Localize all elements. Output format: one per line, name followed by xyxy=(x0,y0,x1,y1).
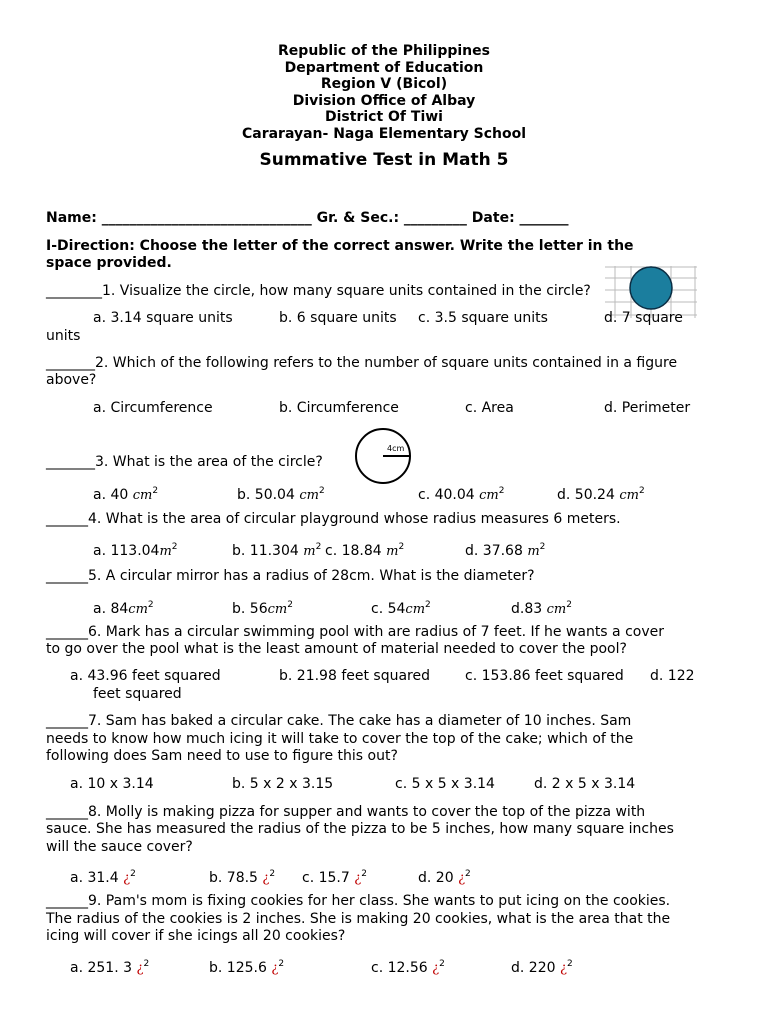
q3-unit-a: cm xyxy=(132,488,153,503)
q3-choice-c xyxy=(418,483,504,504)
question-7-stem-3: following does Sam need to use to figure this out? xyxy=(46,748,398,764)
q4-choice-b-text: b. 11.304 xyxy=(232,543,304,559)
q9-unit-c: ¿ xyxy=(432,961,440,976)
q9-choice-a xyxy=(70,956,149,977)
q3-exp-c: 2 xyxy=(498,486,505,496)
question-4-stem: ______4. What is the area of circular playground whose radius measures 6 meters. xyxy=(46,511,621,527)
q8-choice-c-text: c. 15.7 xyxy=(302,870,355,886)
q5-choice-b xyxy=(232,597,293,618)
header-line-2: Department of Education xyxy=(284,59,484,76)
q4-choice-d xyxy=(465,539,545,560)
q9-choice-a-text: a. 251. 3 xyxy=(70,960,137,976)
q7-choice-a: a. 10 x 3.14 xyxy=(70,776,154,792)
q9-choice-b xyxy=(209,956,284,977)
q1-choice-c: c. 3.5 square units xyxy=(418,310,548,326)
q9-unit-a: ¿ xyxy=(136,961,144,976)
q4-exp-c: 2 xyxy=(398,542,405,552)
q8-exp-c: 2 xyxy=(361,869,367,879)
q9-exp-a: 2 xyxy=(143,959,150,969)
q8-choice-b-text: b. 78.5 xyxy=(209,870,263,886)
q2-choice-b: b. Circumference xyxy=(279,400,399,416)
q9-exp-d: 2 xyxy=(566,959,573,969)
question-2-stem-2: above? xyxy=(46,372,97,388)
question-7-stem-2: needs to know how much icing it will take to cover the top of the cake; which of the xyxy=(46,731,634,747)
q1-choice-a: a. 3.14 square units xyxy=(93,310,233,326)
q6-choice-d-wrap: feet squared xyxy=(93,686,182,702)
q4-unit-a: m xyxy=(159,544,172,559)
q3-choice-d xyxy=(557,483,645,504)
q8-unit-b: ¿ xyxy=(262,871,270,886)
q3-unit-b: cm xyxy=(299,488,319,503)
q3-choice-b xyxy=(237,483,325,504)
q9-choice-c xyxy=(371,956,445,977)
q3-choice-a-text: a. 40 xyxy=(93,487,133,503)
q6-choice-b: b. 21.98 feet squared xyxy=(279,668,430,684)
q4-choice-c xyxy=(325,539,404,560)
q5-exp-d: 2 xyxy=(566,600,572,610)
q9-exp-b: 2 xyxy=(278,959,285,969)
q9-exp-c: 2 xyxy=(439,959,445,969)
q8-choice-d xyxy=(418,866,471,887)
q4-unit-c: m xyxy=(386,544,399,559)
q4-choice-c-text: c. 18.84 xyxy=(325,543,387,559)
question-2-stem-1: _______2. Which of the following refers to the number of square units contained in a figure xyxy=(46,355,678,371)
question-9-stem-2: The radius of the cookies is 2 inches. She is making 20 cookies, what is the area that the xyxy=(46,911,671,927)
q9-choice-b-text: b. 125.6 xyxy=(209,960,272,976)
question-1-stem: ________1. Visualize the circle, how many square units contained in the circle? xyxy=(46,283,591,299)
q4-unit-d: m xyxy=(527,544,540,559)
q3-choice-a xyxy=(93,483,158,504)
q5-unit-a: cm xyxy=(128,602,148,617)
q9-choice-d-text: d. 220 xyxy=(511,960,560,976)
q5-exp-a: 2 xyxy=(147,600,154,610)
question-8-stem-2: sauce. She has measured the radius of the pizza to be 5 inches, how many square inches xyxy=(46,821,674,837)
q3-exp-a: 2 xyxy=(152,486,159,496)
q2-choice-c: c. Area xyxy=(465,400,514,416)
q9-unit-d: ¿ xyxy=(559,961,567,976)
q7-choice-d: d. 2 x 5 x 3.14 xyxy=(534,776,636,792)
q5-unit-b: cm xyxy=(267,602,288,617)
q1-choice-b: b. 6 square units xyxy=(279,310,397,326)
q8-choice-c xyxy=(302,866,367,887)
q7-choice-c: c. 5 x 5 x 3.14 xyxy=(395,776,495,792)
q8-exp-a: 2 xyxy=(130,869,136,879)
q8-choice-b xyxy=(209,866,275,887)
header-line-3: Region V (Bicol) xyxy=(320,76,448,92)
q8-unit-a: ¿ xyxy=(123,871,131,886)
question-7-stem-1: ______7. Sam has baked a circular cake. The cake has a diameter of 10 inches. Sam xyxy=(46,713,632,729)
q3-choice-d-text: d. 50.24 xyxy=(557,487,620,503)
radius-label: 4cm xyxy=(387,444,405,453)
q6-choice-d: d. 122 xyxy=(650,668,695,684)
q4-choice-a-text: a. 113.04 xyxy=(93,543,160,559)
q6-choice-a: a. 43.96 feet squared xyxy=(70,668,221,684)
header-line-6: Cararayan- Naga Elementary School xyxy=(241,125,527,142)
q8-choice-a xyxy=(70,866,136,887)
q5-unit-d: cm xyxy=(546,602,567,617)
q5-choice-b-text: b. 56 xyxy=(232,601,268,617)
q6-choice-c: c. 153.86 feet squared xyxy=(465,668,624,684)
q8-unit-d: ¿ xyxy=(458,871,466,886)
q4-exp-d: 2 xyxy=(539,542,546,552)
q3-choice-c-text: c. 40.04 xyxy=(418,487,480,503)
q4-choice-a xyxy=(93,539,178,560)
q5-choice-a xyxy=(93,597,154,618)
q4-unit-b: m xyxy=(303,544,316,559)
q4-exp-a: 2 xyxy=(171,542,178,552)
question-5-stem: ______5. A circular mirror has a radius of 28cm. What is the diameter? xyxy=(46,568,535,584)
question-9-stem-3: icing will cover if she icings all 20 cookies? xyxy=(46,928,346,944)
q7-choice-b: b. 5 x 2 x 3.15 xyxy=(232,776,334,792)
q8-choice-d-text: d. 20 xyxy=(418,870,459,886)
direction-line-2: space provided. xyxy=(46,255,172,271)
q8-exp-d: 2 xyxy=(465,869,471,879)
direction-line-1: I-Direction: Choose the letter of the correct answer. Write the letter in the xyxy=(46,238,634,254)
q4-choice-b xyxy=(232,539,321,560)
info-line: Name: ______________________________ Gr. & Sec.: _________ Date: _______ xyxy=(46,210,569,226)
q8-unit-c: ¿ xyxy=(354,871,362,886)
q1-choice-d-wrap: units xyxy=(46,328,81,344)
q3-exp-d: 2 xyxy=(638,486,645,496)
q5-choice-c-text: c. 54 xyxy=(371,601,406,617)
q5-choice-d xyxy=(511,597,572,618)
q5-choice-d-text: d.83 xyxy=(511,601,547,617)
question-9-stem-1: ______9. Pam's mom is fixing cookies for her class. She wants to put icing on the cookies. xyxy=(46,893,671,909)
q3-unit-d: cm xyxy=(619,488,639,503)
q3-choice-b-text: b. 50.04 xyxy=(237,487,300,503)
radius-circle-figure xyxy=(352,427,416,487)
q4-exp-b: 2 xyxy=(315,542,322,552)
q8-choice-a-text: a. 31.4 xyxy=(70,870,124,886)
header-line-5: District Of Tiwi xyxy=(325,109,443,125)
q5-exp-c: 2 xyxy=(425,600,431,610)
q2-choice-d: d. Perimeter xyxy=(604,400,691,416)
q9-choice-c-text: c. 12.56 xyxy=(371,960,433,976)
header-line-1: Republic of the Philippines xyxy=(278,43,490,59)
q5-unit-c: cm xyxy=(405,602,426,617)
page-title: Summative Test in Math 5 xyxy=(259,150,509,170)
q3-unit-c: cm xyxy=(479,488,499,503)
q4-choice-d-text: d. 37.68 xyxy=(465,543,528,559)
q3-exp-b: 2 xyxy=(318,486,325,496)
q9-choice-d xyxy=(511,956,573,977)
question-3-stem: _______3. What is the area of the circle? xyxy=(46,454,323,470)
q2-choice-a: a. Circumference xyxy=(93,400,213,416)
header-line-4: Division Office of Albay xyxy=(292,92,476,109)
q1-choice-d: d. 7 square xyxy=(604,310,683,326)
q8-exp-b: 2 xyxy=(269,869,276,879)
question-6-stem-2: to go over the pool what is the least amount of material needed to cover the pool? xyxy=(46,641,627,657)
question-8-stem-1: ______8. Molly is making pizza for supper and wants to cover the top of the pizza with xyxy=(46,804,646,820)
q5-exp-b: 2 xyxy=(287,600,293,610)
question-6-stem-1: ______6. Mark has a circular swimming pool with are radius of 7 feet. If he wants a cover xyxy=(46,624,664,640)
q5-choice-c xyxy=(371,597,431,618)
q9-unit-b: ¿ xyxy=(271,961,279,976)
question-8-stem-3: will the sauce cover? xyxy=(46,839,193,855)
q5-choice-a-text: a. 84 xyxy=(93,601,129,617)
